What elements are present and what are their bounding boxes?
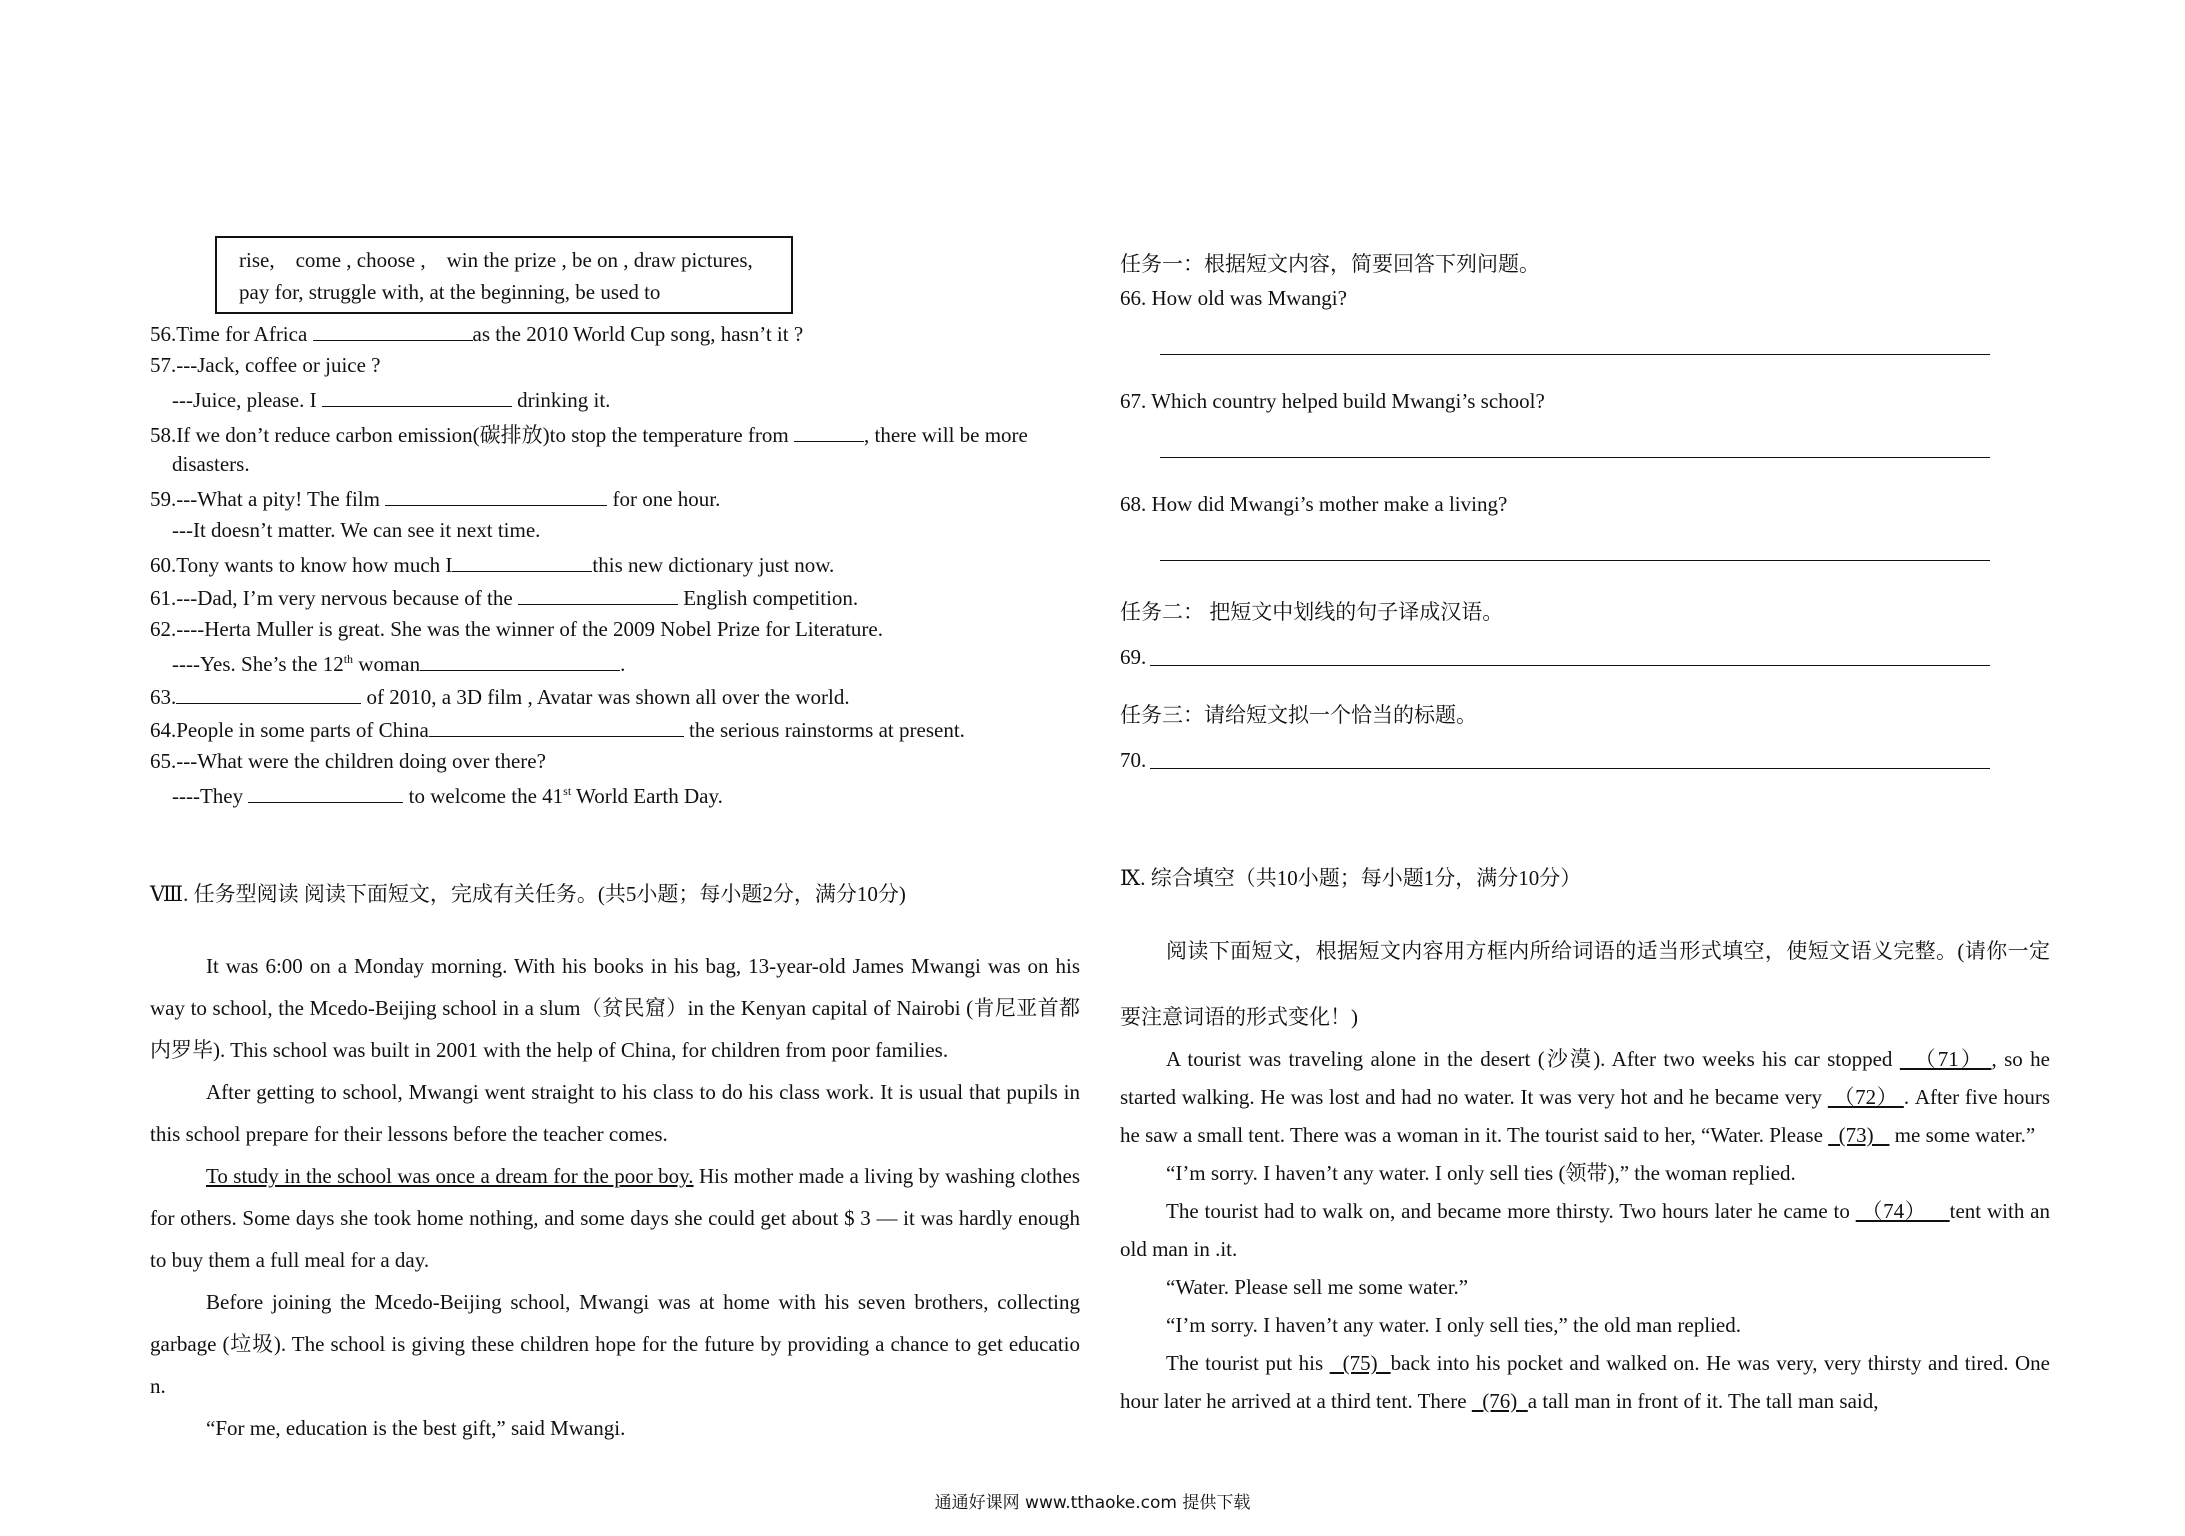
answer-blank[interactable] [176, 683, 361, 704]
question-64: 64.People in some parts of China the serious rainstorms at present. [150, 718, 965, 742]
cloze-paragraph-6: The tourist put his (75) back into his pocket and walked on. He was very, very thirsty and tired. One hour later he arrived at a third tent. There (76) a tall man in front of it. The tall man said, [1120, 1351, 2050, 1413]
word-box-line-1: rise, come , choose , win the prize , be on , draw pictures, [239, 248, 753, 272]
cloze-paragraph-1: A tourist was traveling alone in the desert (沙漠). After two weeks his car stopped （71） , so he started walking. He was lost and had no water. It was very hot and he became very （72） . After five hours he saw a small tent. There was a woman in it. The tourist said to her, “Water. Please (73) me some water.” [1120, 1047, 2051, 1147]
passage-paragraph-3: To study in the school was once a dream for the poor boy. His mother made a living by washing clothes for others. Some days she took home nothing, and some days she could get about $ 3 — it was hardly enough to buy them a full meal for a day. [150, 1164, 1081, 1272]
word-box-line-2: pay for, struggle with, at the beginning, be used to [239, 280, 661, 304]
answer-blank[interactable] [313, 320, 473, 341]
underlined-sentence: To study in the school was once a dream for the poor boy. [206, 1164, 694, 1188]
task-1-heading: 任务一：根据短文内容，简要回答下列问题。 [1120, 252, 1540, 276]
question-69: 69. [1120, 645, 1147, 669]
blank-76[interactable]: (76) [1471, 1389, 1528, 1413]
passage-paragraph-2: After getting to school, Mwangi went straight to his class to do his class work. It is usual that pupils in this school prepare for their lessons before the teacher comes. [150, 1080, 1080, 1146]
question-65-reply: ----They to welcome the 41st World Earth Day. [172, 784, 723, 808]
question-57: 57.---Jack, coffee or juice ? [150, 353, 381, 377]
question-66: 66. How old was Mwangi? [1120, 286, 1347, 310]
answer-blank[interactable] [420, 650, 620, 671]
question-58-cont: disasters. [172, 452, 250, 476]
section-8-heading: Ⅷ. 任务型阅读 阅读下面短文，完成有关任务。(共5小题；每小题2分，满分10分) [150, 882, 906, 906]
passage-paragraph-5: “For me, education is the best gift,” said Mwangi. [206, 1416, 626, 1440]
passage-paragraph-1: It was 6:00 on a Monday morning. With his books in his bag, 13-year-old James Mwangi was on his way to school, the Mcedo-Beijing school in a slum（贫民窟）in the Kenyan capital of Nairobi (肯尼亚首都内罗毕). This school was built in 2001 with the help of China, for children from poor families. [150, 954, 1080, 1062]
blank-74[interactable]: （74） [1855, 1199, 1950, 1223]
answer-line-70[interactable] [1150, 768, 1990, 769]
cloze-paragraph-4: “Water. Please sell me some water.” [1166, 1275, 1469, 1299]
cloze-passage [1120, 1040, 2050, 1420]
question-67: 67. Which country helped build Mwangi’s school? [1120, 389, 1545, 413]
answer-line-68[interactable] [1160, 560, 1990, 561]
question-56: 56.Time for Africa as the 2010 World Cup song, hasn’t it ? [150, 322, 804, 346]
section-9-instruction: 阅读下面短文，根据短文内容用方框内所给词语的适当形式填空，使短文语义完整。(请你一定要注意词语的形式变化！) [1120, 939, 2050, 1029]
answer-blank[interactable] [518, 584, 678, 605]
question-68: 68. How did Mwangi’s mother make a living? [1120, 492, 1508, 516]
answer-blank[interactable] [429, 716, 684, 737]
question-59-reply: ---It doesn’t matter. We can see it next time. [172, 518, 541, 542]
blank-75[interactable]: (75) [1329, 1351, 1391, 1375]
question-58: 58.If we don’t reduce carbon emission(碳排放)to stop the temperature from , there will be more [150, 423, 1028, 447]
question-63: 63. of 2010, a 3D film , Avatar was shown all over the world. [150, 685, 850, 709]
blank-72[interactable]: （72） [1827, 1085, 1904, 1109]
word-box [215, 236, 793, 314]
question-60: 60.Tony wants to know how much I this new dictionary just now. [150, 553, 835, 577]
answer-blank[interactable] [385, 485, 607, 506]
passage-paragraph-4: Before joining the Mcedo-Beijing school, Mwangi was at home with his seven brothers, collecting garbage (垃圾). The school is giving these children hope for the future by providing a chance to get educatio n. [150, 1290, 1080, 1398]
question-59: 59.---What a pity! The film for one hour. [150, 487, 721, 511]
blank-73[interactable]: (73) [1828, 1123, 1890, 1147]
cloze-paragraph-2: “I’m sorry. I haven’t any water. I only sell ties (领带),” the woman replied. [1166, 1161, 1796, 1185]
answer-blank[interactable] [452, 551, 592, 572]
question-57-reply: ---Juice, please. I drinking it. [172, 388, 611, 412]
cloze-paragraph-5: “I’m sorry. I haven’t any water. I only sell ties,” the old man replied. [1166, 1313, 1741, 1337]
answer-line-69[interactable] [1150, 665, 1990, 666]
question-70: 70. [1120, 748, 1147, 772]
answer-line-66[interactable] [1160, 354, 1990, 355]
answer-blank[interactable] [322, 386, 512, 407]
task-2-heading: 任务二： 把短文中划线的句子译成汉语。 [1120, 600, 1504, 624]
task-3-heading: 任务三：请给短文拟一个恰当的标题。 [1120, 703, 1477, 727]
question-62-reply: ----Yes. She’s the 12th woman . [172, 652, 626, 676]
blank-71[interactable]: （71） [1899, 1047, 1992, 1071]
answer-blank[interactable] [794, 421, 864, 442]
reading-passage [150, 945, 1080, 1449]
question-61: 61.---Dad, I’m very nervous because of the English competition. [150, 586, 859, 610]
cloze-paragraph-3: The tourist had to walk on, and became more thirsty. Two hours later he came to （74） tent with an old man in .it. [1120, 1199, 2050, 1261]
answer-blank[interactable] [248, 782, 403, 803]
page-footer: 通通好课网 www.tthaoke.com 提供下载 [934, 1493, 1251, 1513]
answer-line-67[interactable] [1160, 457, 1990, 458]
section-9-heading: Ⅸ. 综合填空（共10小题；每小题1分，满分10分） [1120, 866, 1582, 890]
question-65: 65.---What were the children doing over there? [150, 749, 546, 773]
question-62: 62.----Herta Muller is great. She was the winner of the 2009 Nobel Prize for Literature. [150, 617, 884, 641]
